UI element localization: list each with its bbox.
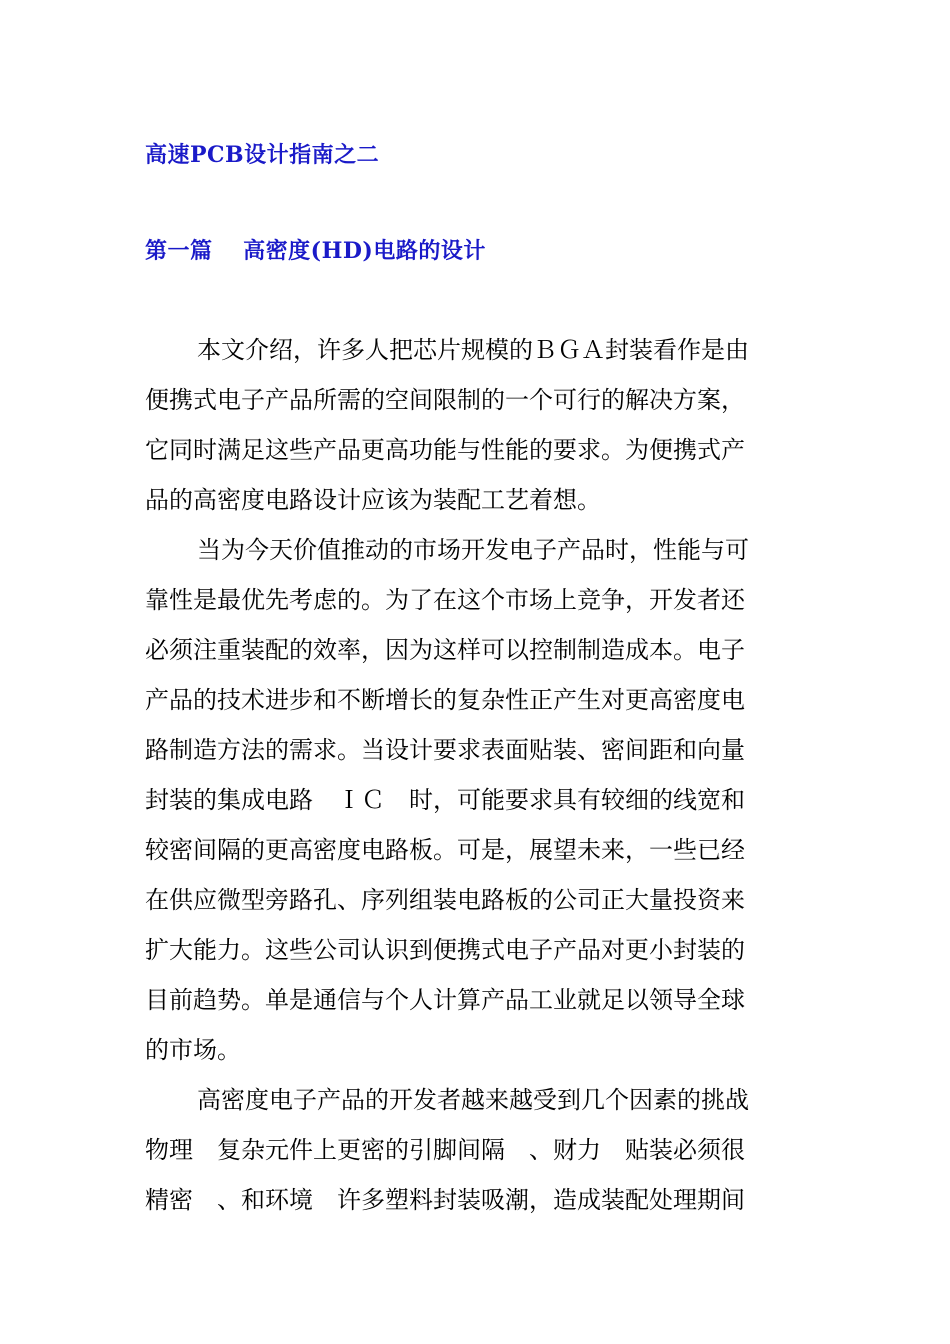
paragraph-line: 当为今天价值推动的市场开发电子产品时，性能与可: [197, 536, 749, 564]
paragraph: [145, 325, 810, 525]
paragraph-line: 封装的集成电路 ＩＣ 时，可能要求具有较细的线宽和: [145, 786, 745, 814]
paragraph-line: 在供应微型旁路孔、序列组装电路板的公司正大量投资来: [145, 886, 745, 914]
paragraph-line: 产品的技术进步和不断增长的复杂性正产生对更高密度电: [145, 686, 745, 714]
paragraph: [145, 1075, 810, 1225]
paragraph-line: 物理 复杂元件上更密的引脚间隔 、财力 贴装必须很: [145, 1136, 745, 1164]
paragraph-line: 目前趋势。单是通信与个人计算产品工业就足以领导全球: [145, 986, 745, 1014]
paragraph-line: 必须注重装配的效率，因为这样可以控制制造成本。电子: [145, 636, 745, 664]
paragraph-line: 路制造方法的需求。当设计要求表面贴装、密间距和向量: [145, 736, 745, 764]
section-heading: 第一篇 高密度(HD)电路的设计: [145, 238, 486, 264]
body-text: [145, 325, 810, 1225]
paragraph-line: 扩大能力。这些公司认识到便携式电子产品对更小封装的: [145, 936, 745, 964]
paragraph-line: 本文介绍，许多人把芯片规模的ＢＧＡ封装看作是由: [197, 336, 749, 364]
paragraph-line: 品的高密度电路设计应该为装配工艺着想。: [145, 486, 601, 514]
paragraph-line: 的市场。: [145, 1036, 241, 1064]
paragraph: [145, 525, 810, 1075]
paragraph-line: 便携式电子产品所需的空间限制的一个可行的解决方案，: [145, 386, 745, 414]
document-title: 高速PCB设计指南之二: [145, 142, 380, 168]
paragraph-line: 高密度电子产品的开发者越来越受到几个因素的挑战: [197, 1086, 749, 1114]
paragraph-line: 较密间隔的更高密度电路板。可是，展望未来，一些已经: [145, 836, 745, 864]
paragraph-line: 精密 、和环境 许多塑料封装吸潮，造成装配处理期间: [145, 1186, 745, 1214]
paragraph-line: 靠性是最优先考虑的。为了在这个市场上竞争，开发者还: [145, 586, 745, 614]
paragraph-line: 它同时满足这些产品更高功能与性能的要求。为便携式产: [145, 436, 745, 464]
